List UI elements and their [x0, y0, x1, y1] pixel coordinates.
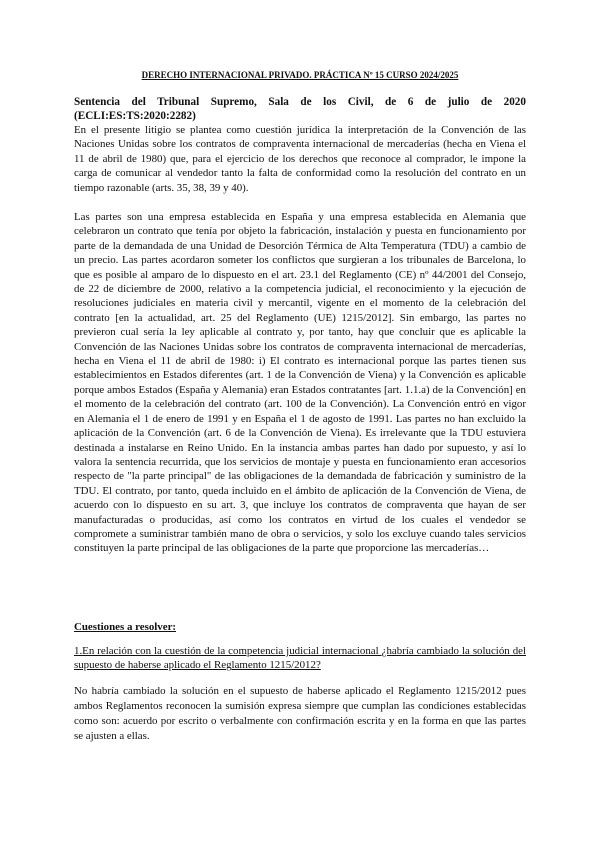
question-1: 1.En relación con la cuestión de la competencia judicial internacional ¿habría cambiado la solución del supuesto de haberse aplicado el Reglamento 1215/2012?: [74, 645, 526, 672]
questions-heading: Cuestiones a resolver:: [74, 621, 177, 633]
paragraph-facts: Las partes son una empresa establecida en España y una empresa establecida en Alemania que celebraron un contrato que tenía por objeto la fabricación, instalación y puesta en funcionamiento por parte de la demandada de una Unidad de Desorción Térmica de Alta Temperatura (TDU) a cambio de un precio. Las partes acordaron someter los conflictos que surgieran a los tribunales de Barcelona, lo que es posible al amparo de lo dispuesto en el art. 23.1 del Reglamento (CE) nº 44/2001 del Consejo, de 22 de diciembre de 2000, relativo a la competencia judicial, el reconocimiento y la ejecución de resoluciones judiciales en materia civil y mercantil, vigente en el momento de la celebración del contrato [en la actualidad, art. 25 del Reglamento (UE) 1215/2012]. Sin embargo, las partes no previeron cual sería la ley aplicable al contrato y, por tanto, hay que concluir que es aplicable la Convención de las Naciones Unidas sobre los contratos de compraventa internacional de mercaderías, hecha en Viena el 11 de abril de 1980: i) El contrato es internacional porque las partes tienen sus establecimientos en Estados diferentes (art. 1 de la Convención de Viena) y la Convención es aplicable porque ambos Estados (España y Alemania) eran Estados contratantes [art. 1.1.a) de la Convención] en el momento de la celebración del contrato (art. 100 de la Convención). La Convención entró en vigor en Alemania el 1 de enero de 1991 y en España el 1 de agosto de 1991. Las partes no han excluido la aplicación de la Convención (art. 6 de la Convención de Viena). Es irrelevante que la TDU estuviera destinada a instalarse en Reino Unido. En la instancia ambas partes han dado por supuesto, y así lo valora la sentencia recurrida, que los servicios de montaje y puesta en funcionamiento eran accesorios respecto de "la parte principal" de las obligaciones de la demandada de fabricación y suministro de la TDU. El contrato, por tanto, queda incluido en el ámbito de aplicación de la Convención de Viena, de acuerdo con lo dispuesto en su art. 3, que incluye los contratos de compraventa que hayan de ser manufacturadas o producidas, así como los contratos en virtud de los cuales el vendedor se compromete a suministrar también mano de obra o servicios, y solo los excluye cuando tales servicios constituyen la parte principal de las obligaciones de la parte que proporcione las mercaderías…: [74, 211, 526, 555]
paragraph-intro: En el presente litigio se plantea como cuestión jurídica la interpretación de la Convención de las Naciones Unidas sobre los contratos de compraventa internacional de mercaderías (hecha en Viena el 11 de abril de 1980) que, para el ejercicio de los derechos que reconoce al comprador, le impone la carga de comunicar al vendedor tanto la falta de conformidad como la resolución del contrato en un tiempo razonable (arts. 35, 38, 39 y 40).: [74, 124, 526, 194]
answer-1: No habría cambiado la solución en el supuesto de haberse aplicado el Reglamento 1215/2012 pues ambos Reglamentos reconocen la sumisión expresa siempre que cumplan las condiciones establecidas como son: acuerdo por escrito o verbalmente con confirmación escrita y en la forma en que las partes se ajusten a ellas.: [74, 685, 526, 742]
document-header: DERECHO INTERNACIONAL PRIVADO. PRÁCTICA Nº 15 CURSO 2024/2025: [141, 70, 459, 80]
case-title: Sentencia del Tribunal Supremo, Sala de los Civil, de 6 de julio de 2020 (ECLI:ES:TS:2020:2282): [74, 96, 526, 122]
